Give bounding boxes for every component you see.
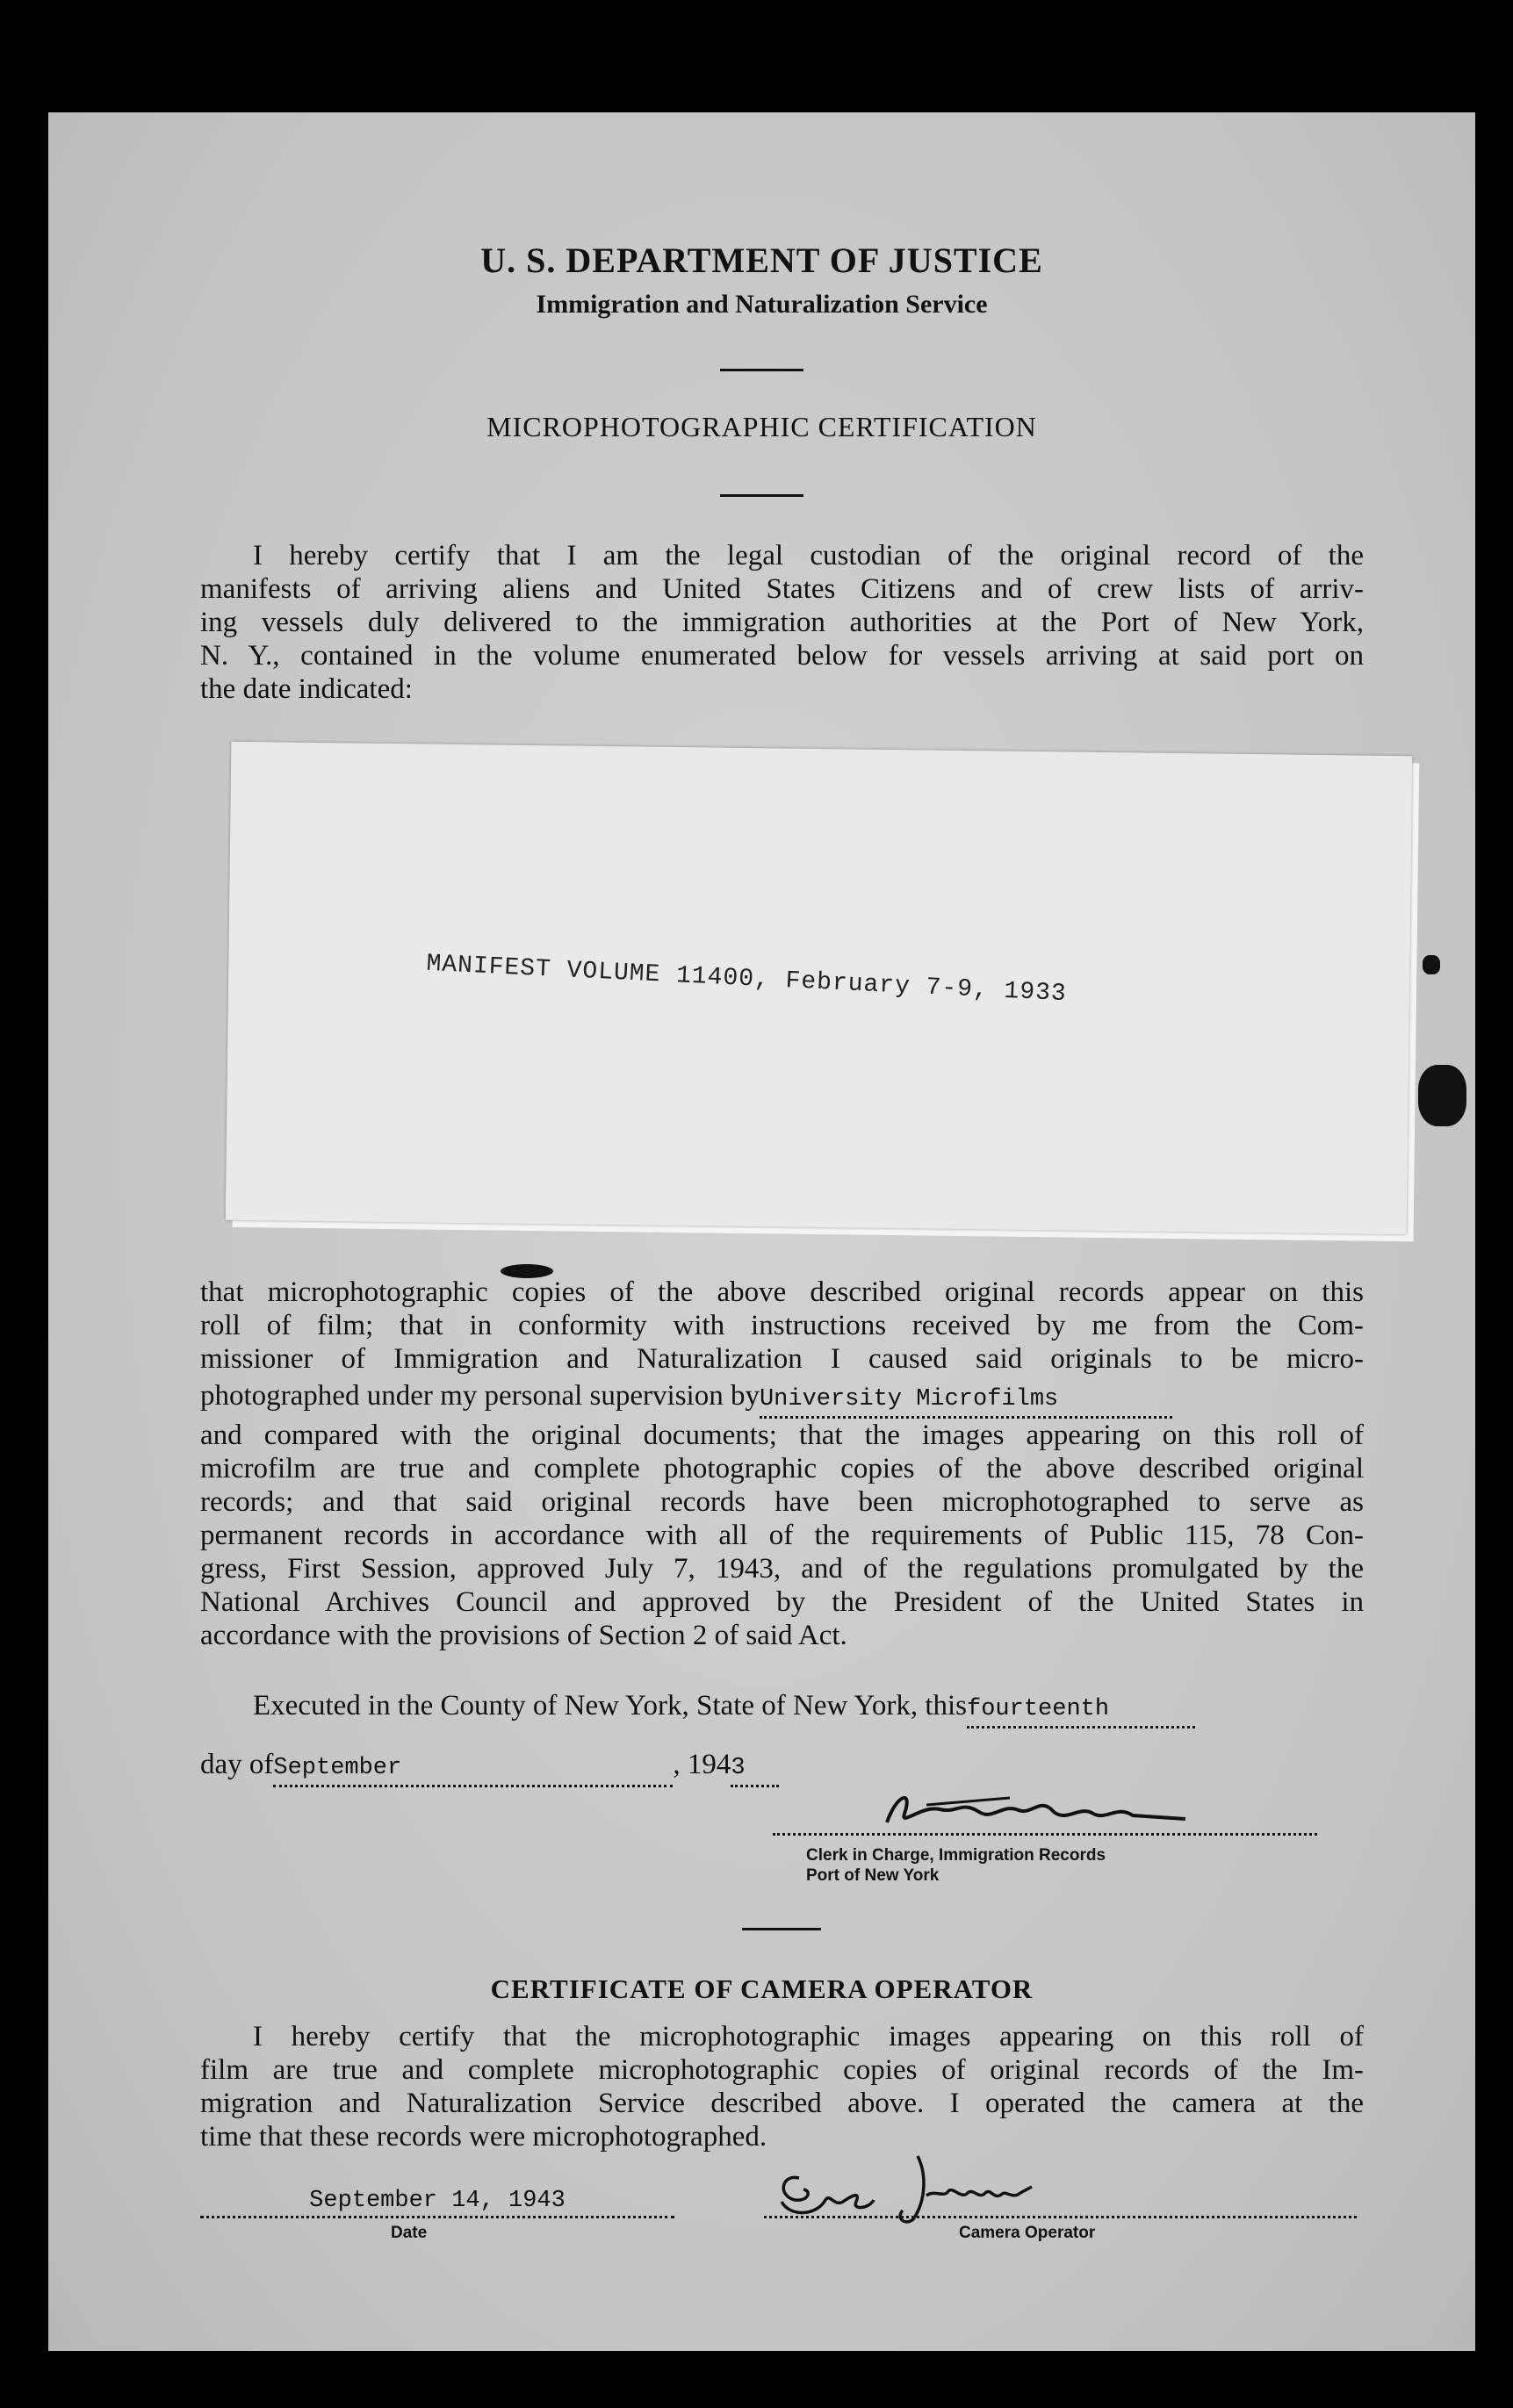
body-line: records; and that said original records have been microphotographed to serve as (200, 1486, 1364, 1518)
ink-blot (1423, 955, 1440, 974)
camera-line: film are true and complete microphotographic copies of original records of the Im- (200, 2054, 1364, 2086)
clerk-signature (773, 1779, 1317, 1831)
certification-body (200, 1276, 1364, 1652)
intro-line: I hereby certify that I am the legal custodian of the original record of the (253, 540, 1364, 571)
document-page (48, 112, 1475, 2351)
month-value: September (273, 1755, 402, 1781)
certification-title: MICROPHOTOGRAPHIC CERTIFICATION (486, 411, 1037, 442)
operator-label: Camera Operator (959, 2224, 1096, 2242)
operator-signature-image (764, 2147, 1036, 2226)
intro-line: manifests of arriving aliens and United States Citizens and of crew lists of arriv- (200, 573, 1364, 605)
operator-signature-scribble (764, 2147, 1036, 2226)
date-fill-line (200, 2182, 674, 2218)
clerk-signature-line (773, 1833, 1317, 1836)
body-line: and compared with the original documents; that the images appearing on this roll of (200, 1420, 1364, 1451)
intro-line: ing vessels duly delivered to the immigration authorities at the Port of New York, (200, 607, 1364, 638)
intro-line: the date indicated: (200, 673, 413, 705)
body-line: microfilm are true and complete photographic copies of the above described original (200, 1453, 1364, 1484)
body-line: National Archives Council and approved by the President of the United States in (200, 1586, 1364, 1618)
day-field (967, 1689, 1195, 1729)
date-field (200, 2182, 674, 2218)
body-line: gress, First Session, approved July 7, 1943, and of the regulations promulgated by the (200, 1553, 1364, 1585)
intro-line: N. Y., contained in the volume enumerated below for vessels arriving at said port on (200, 640, 1364, 672)
camera-certificate-title: CERTIFICATE OF CAMERA OPERATOR (490, 1973, 1034, 2004)
photographer-value: University Microfilms (759, 1386, 1059, 1412)
executed-prefix: Executed in the County of New York, State of New York, this (253, 1690, 968, 1722)
intro-paragraph (200, 539, 1364, 706)
body-line: roll of film; that in conformity with instructions received by me from the Com- (200, 1310, 1364, 1341)
body-line-with-fill (200, 1379, 1364, 1419)
year-prefix: , 194 (673, 1749, 731, 1780)
divider-rule (742, 1928, 821, 1930)
manifest-volume-text: MANIFEST VOLUME 11400, February 7-9, 1933 (425, 950, 1068, 1009)
volume-card (226, 742, 1413, 1234)
date-value: September 14, 1943 (309, 2188, 566, 2214)
body-line: missioner of Immigration and Naturalization I caused said originals to be micro- (200, 1343, 1364, 1375)
ink-blot (1418, 1065, 1466, 1126)
year-value: 3 (731, 1755, 746, 1781)
camera-paragraph (200, 2020, 1364, 2153)
clerk-signature-scribble (773, 1779, 1317, 1831)
camera-line: migration and Naturalization Service described above. I operated the camera at the (200, 2088, 1364, 2119)
body-line: that microphotographic copies of the above described original records appear on this (200, 1276, 1364, 1308)
divider-rule (720, 369, 803, 371)
service-subheading: Immigration and Naturalization Service (536, 290, 988, 319)
camera-line: I hereby certify that the microphotographic images appearing on this roll of (253, 2021, 1364, 2052)
executed-line (253, 1689, 1368, 1729)
department-heading: U. S. DEPARTMENT OF JUSTICE (480, 241, 1043, 280)
divider-rule (720, 494, 803, 497)
camera-line: time that these records were microphotographed. (200, 2121, 767, 2153)
body-line: accordance with the provisions of Section 2 of said Act. (200, 1620, 847, 1651)
month-field (273, 1748, 673, 1787)
day-of-label: day of (200, 1749, 274, 1780)
day-value: fourteenth (967, 1696, 1110, 1722)
body-line: permanent records in accordance with all of the requirements of Public 115, 78 Con- (200, 1520, 1364, 1551)
clerk-port: Port of New York (806, 1866, 940, 1885)
photographer-field (760, 1379, 1172, 1419)
body-line-prefix: photographed under my personal supervision by (200, 1380, 760, 1412)
clerk-title: Clerk in Charge, Immigration Records (806, 1846, 1106, 1865)
operator-signature-line (764, 2216, 1357, 2218)
date-label: Date (391, 2224, 428, 2242)
